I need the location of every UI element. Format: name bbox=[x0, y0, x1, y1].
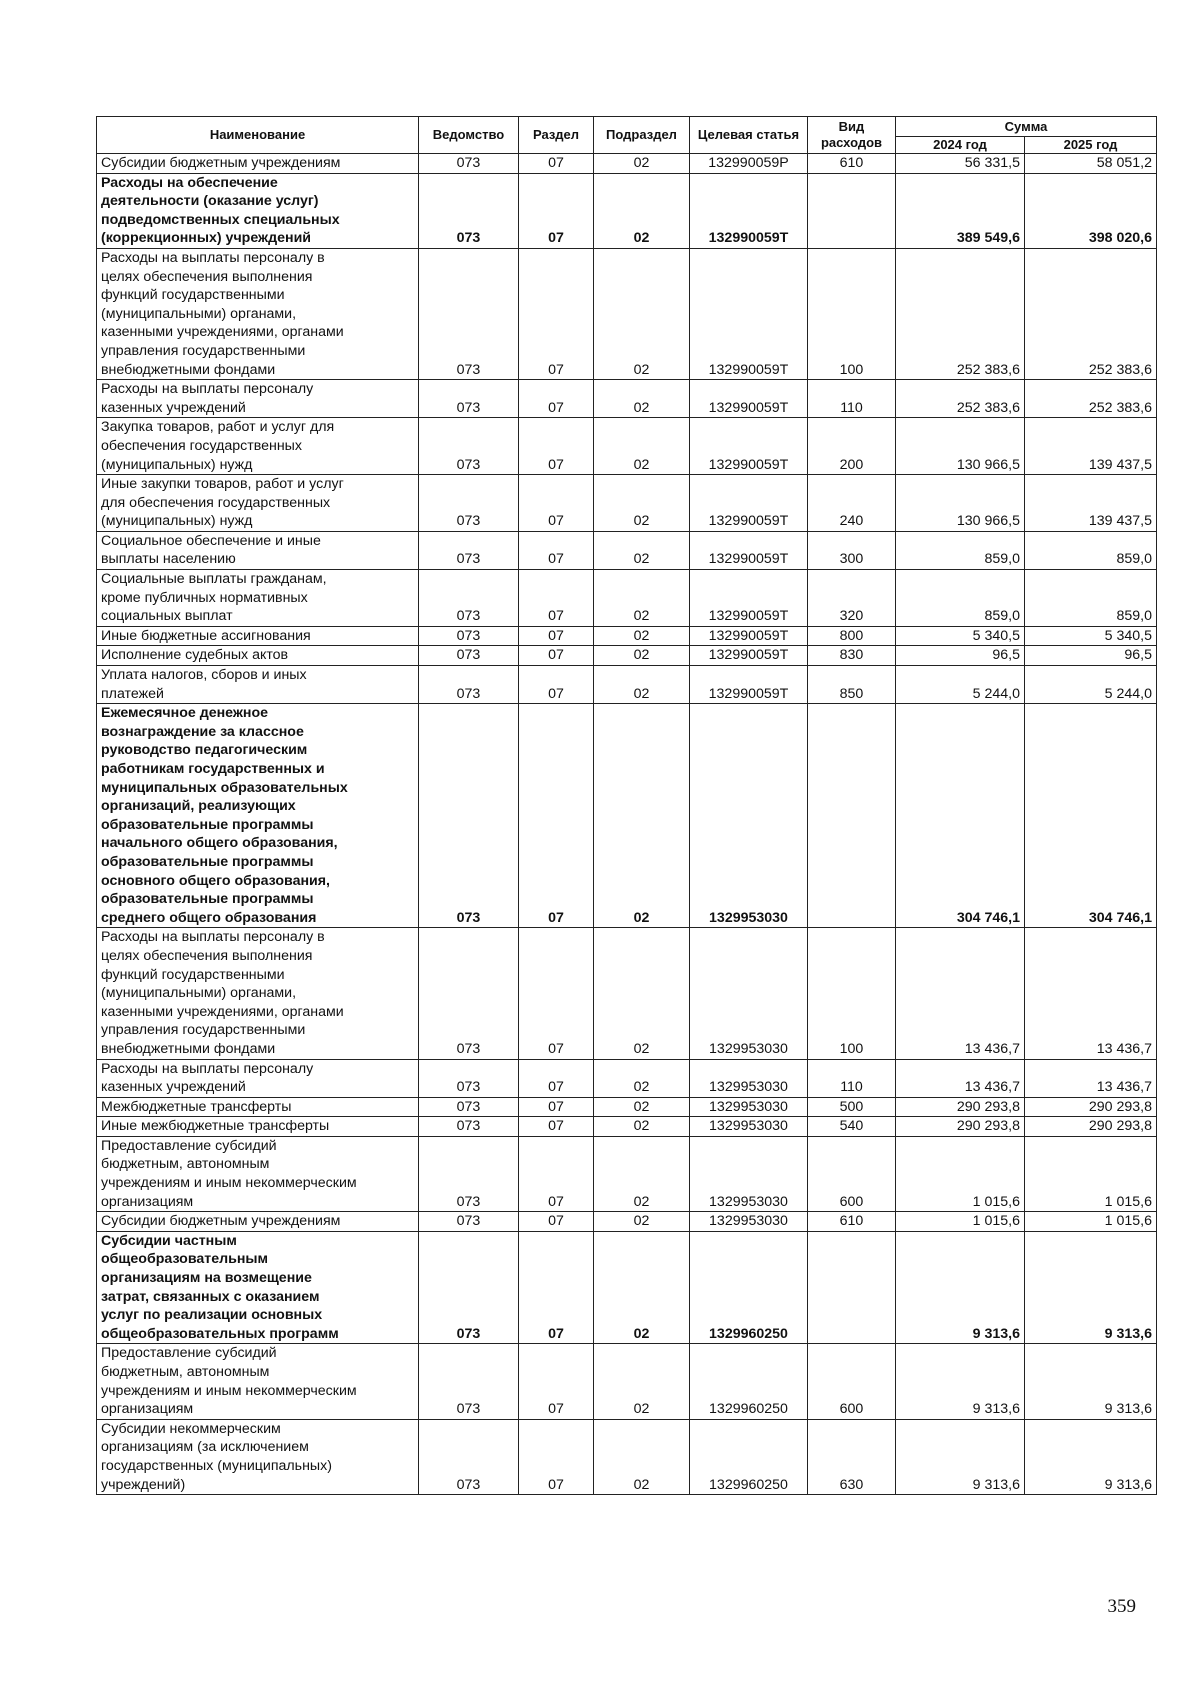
table-header bbox=[97, 117, 1157, 154]
row-vid-rashodov-cell bbox=[808, 704, 896, 928]
table-row bbox=[97, 666, 1157, 704]
row-sum-2025-cell: 252 383,6 bbox=[1025, 380, 1157, 418]
row-razdel-cell: 07 bbox=[519, 380, 594, 418]
row-podrazdel-cell: 02 bbox=[594, 475, 690, 532]
row-name-cell: Ежемесячное денежное вознаграждение за классное руководство педагогическим работникам государственных и муниципальных образовательных организаций, реализующих образовательные программы начального общего образования, образовательные программы основного общего образования, образовательные программы среднего общего образования bbox=[97, 704, 419, 928]
row-vedomstvo-cell: 073 bbox=[419, 626, 519, 646]
row-razdel-cell: 07 bbox=[519, 646, 594, 666]
table-row bbox=[97, 1059, 1157, 1097]
row-vid-rashodov-cell: 850 bbox=[808, 666, 896, 704]
row-razdel-cell: 07 bbox=[519, 173, 594, 248]
table-row bbox=[97, 1231, 1157, 1344]
row-podrazdel-cell: 02 bbox=[594, 1212, 690, 1232]
row-sum-2025-cell: 13 436,7 bbox=[1025, 1059, 1157, 1097]
row-sum-2025-cell: 304 746,1 bbox=[1025, 704, 1157, 928]
row-vedomstvo-cell: 073 bbox=[419, 646, 519, 666]
row-celevaya-statya-cell: 1329953030 bbox=[690, 1117, 808, 1137]
row-vid-rashodov-cell: 500 bbox=[808, 1097, 896, 1117]
row-razdel-cell: 07 bbox=[519, 1231, 594, 1344]
row-sum-2024-cell: 389 549,6 bbox=[896, 173, 1025, 248]
row-sum-2025-cell: 859,0 bbox=[1025, 531, 1157, 569]
row-razdel-cell: 07 bbox=[519, 704, 594, 928]
row-name-cell: Иные бюджетные ассигнования bbox=[97, 626, 419, 646]
row-sum-2024-cell: 9 313,6 bbox=[896, 1419, 1025, 1494]
row-vedomstvo-cell: 073 bbox=[419, 475, 519, 532]
row-celevaya-statya-cell: 1329953030 bbox=[690, 1059, 808, 1097]
row-razdel-cell: 07 bbox=[519, 1059, 594, 1097]
table-row bbox=[97, 1419, 1157, 1494]
row-razdel-cell: 07 bbox=[519, 154, 594, 174]
header-podrazdel: Подраздел bbox=[594, 117, 690, 154]
header-razdel: Раздел bbox=[519, 117, 594, 154]
row-celevaya-statya-cell: 1329960250 bbox=[690, 1419, 808, 1494]
row-podrazdel-cell: 02 bbox=[594, 704, 690, 928]
row-celevaya-statya-cell: 1329953030 bbox=[690, 928, 808, 1059]
row-razdel-cell: 07 bbox=[519, 928, 594, 1059]
row-razdel-cell: 07 bbox=[519, 1344, 594, 1419]
row-vid-rashodov-cell: 300 bbox=[808, 531, 896, 569]
row-sum-2024-cell: 290 293,8 bbox=[896, 1117, 1025, 1137]
row-name-cell: Социальное обеспечение и иные выплаты населению bbox=[97, 531, 419, 569]
row-sum-2024-cell: 859,0 bbox=[896, 570, 1025, 627]
row-sum-2024-cell: 5 244,0 bbox=[896, 666, 1025, 704]
row-sum-2024-cell: 9 313,6 bbox=[896, 1231, 1025, 1344]
row-vedomstvo-cell: 073 bbox=[419, 1136, 519, 1211]
table-row bbox=[97, 531, 1157, 569]
row-celevaya-statya-cell: 132990059T bbox=[690, 666, 808, 704]
row-vedomstvo-cell: 073 bbox=[419, 1097, 519, 1117]
table-row bbox=[97, 418, 1157, 475]
row-sum-2025-cell: 9 313,6 bbox=[1025, 1231, 1157, 1344]
row-vid-rashodov-cell: 240 bbox=[808, 475, 896, 532]
budget-table bbox=[96, 116, 1157, 1495]
row-vid-rashodov-cell bbox=[808, 173, 896, 248]
header-vedomstvo: Ведомство bbox=[419, 117, 519, 154]
page-number: 359 bbox=[1107, 1596, 1136, 1617]
header-celevaya-statya: Целевая статья bbox=[690, 117, 808, 154]
row-vid-rashodov-cell: 630 bbox=[808, 1419, 896, 1494]
row-vedomstvo-cell: 073 bbox=[419, 531, 519, 569]
row-vid-rashodov-cell: 600 bbox=[808, 1344, 896, 1419]
row-name-cell: Иные закупки товаров, работ и услуг для обеспечения государственных (муниципальных) нужд bbox=[97, 475, 419, 532]
table-row bbox=[97, 380, 1157, 418]
row-name-cell: Расходы на выплаты персоналу в целях обеспечения выполнения функций государственными (муниципальными) органами, казенными учреждениями, органами управления государственными внебюджетными фондами bbox=[97, 928, 419, 1059]
row-vid-rashodov-cell: 540 bbox=[808, 1117, 896, 1137]
row-podrazdel-cell: 02 bbox=[594, 1344, 690, 1419]
row-razdel-cell: 07 bbox=[519, 570, 594, 627]
row-celevaya-statya-cell: 1329953030 bbox=[690, 1212, 808, 1232]
row-podrazdel-cell: 02 bbox=[594, 570, 690, 627]
row-celevaya-statya-cell: 132990059T bbox=[690, 248, 808, 379]
row-podrazdel-cell: 02 bbox=[594, 928, 690, 1059]
row-sum-2024-cell: 290 293,8 bbox=[896, 1097, 1025, 1117]
table-row bbox=[97, 1212, 1157, 1232]
row-vedomstvo-cell: 073 bbox=[419, 154, 519, 174]
row-vedomstvo-cell: 073 bbox=[419, 1344, 519, 1419]
row-sum-2024-cell: 1 015,6 bbox=[896, 1212, 1025, 1232]
table-row bbox=[97, 1344, 1157, 1419]
row-vid-rashodov-cell: 110 bbox=[808, 1059, 896, 1097]
row-sum-2024-cell: 130 966,5 bbox=[896, 418, 1025, 475]
row-vedomstvo-cell: 073 bbox=[419, 666, 519, 704]
row-razdel-cell: 07 bbox=[519, 1117, 594, 1137]
row-razdel-cell: 07 bbox=[519, 1136, 594, 1211]
row-razdel-cell: 07 bbox=[519, 626, 594, 646]
table-row bbox=[97, 475, 1157, 532]
row-podrazdel-cell: 02 bbox=[594, 1059, 690, 1097]
row-celevaya-statya-cell: 1329953030 bbox=[690, 1097, 808, 1117]
row-name-cell: Социальные выплаты гражданам, кроме публичных нормативных социальных выплат bbox=[97, 570, 419, 627]
row-vedomstvo-cell: 073 bbox=[419, 1059, 519, 1097]
row-vedomstvo-cell: 073 bbox=[419, 173, 519, 248]
row-vid-rashodov-cell: 800 bbox=[808, 626, 896, 646]
row-vid-rashodov-cell: 100 bbox=[808, 928, 896, 1059]
row-celevaya-statya-cell: 132990059T bbox=[690, 475, 808, 532]
row-sum-2024-cell: 130 966,5 bbox=[896, 475, 1025, 532]
row-podrazdel-cell: 02 bbox=[594, 1097, 690, 1117]
row-vedomstvo-cell: 073 bbox=[419, 1117, 519, 1137]
row-sum-2025-cell: 5 340,5 bbox=[1025, 626, 1157, 646]
row-vedomstvo-cell: 073 bbox=[419, 928, 519, 1059]
row-celevaya-statya-cell: 132990059T bbox=[690, 626, 808, 646]
row-celevaya-statya-cell: 132990059P bbox=[690, 154, 808, 174]
row-name-cell: Расходы на выплаты персоналу казенных учреждений bbox=[97, 1059, 419, 1097]
row-name-cell: Расходы на выплаты персоналу в целях обеспечения выполнения функций государственными (муниципальными) органами, казенными учреждениями, органами управления государственными внебюджетными фондами bbox=[97, 248, 419, 379]
table-row bbox=[97, 626, 1157, 646]
row-vid-rashodov-cell: 320 bbox=[808, 570, 896, 627]
row-vid-rashodov-cell: 610 bbox=[808, 154, 896, 174]
row-sum-2024-cell: 96,5 bbox=[896, 646, 1025, 666]
row-name-cell: Расходы на обеспечение деятельности (оказание услуг) подведомственных специальных (коррекционных) учреждений bbox=[97, 173, 419, 248]
table-row bbox=[97, 1097, 1157, 1117]
row-name-cell: Уплата налогов, сборов и иных платежей bbox=[97, 666, 419, 704]
row-podrazdel-cell: 02 bbox=[594, 380, 690, 418]
row-name-cell: Расходы на выплаты персоналу казенных учреждений bbox=[97, 380, 419, 418]
row-podrazdel-cell: 02 bbox=[594, 248, 690, 379]
row-celevaya-statya-cell: 132990059T bbox=[690, 646, 808, 666]
row-name-cell: Субсидии бюджетным учреждениям bbox=[97, 1212, 419, 1232]
row-podrazdel-cell: 02 bbox=[594, 173, 690, 248]
row-vid-rashodov-cell: 830 bbox=[808, 646, 896, 666]
row-celevaya-statya-cell: 132990059T bbox=[690, 531, 808, 569]
row-razdel-cell: 07 bbox=[519, 531, 594, 569]
row-sum-2025-cell: 859,0 bbox=[1025, 570, 1157, 627]
row-sum-2024-cell: 252 383,6 bbox=[896, 380, 1025, 418]
row-vedomstvo-cell: 073 bbox=[419, 380, 519, 418]
table-row bbox=[97, 154, 1157, 174]
row-vedomstvo-cell: 073 bbox=[419, 1419, 519, 1494]
row-sum-2025-cell: 9 313,6 bbox=[1025, 1419, 1157, 1494]
row-podrazdel-cell: 02 bbox=[594, 1419, 690, 1494]
row-sum-2025-cell: 139 437,5 bbox=[1025, 475, 1157, 532]
row-vedomstvo-cell: 073 bbox=[419, 248, 519, 379]
row-vedomstvo-cell: 073 bbox=[419, 1212, 519, 1232]
row-sum-2025-cell: 398 020,6 bbox=[1025, 173, 1157, 248]
table-row bbox=[97, 173, 1157, 248]
row-podrazdel-cell: 02 bbox=[594, 1117, 690, 1137]
row-vid-rashodov-cell: 200 bbox=[808, 418, 896, 475]
row-sum-2024-cell: 859,0 bbox=[896, 531, 1025, 569]
table-row bbox=[97, 248, 1157, 379]
row-sum-2024-cell: 1 015,6 bbox=[896, 1136, 1025, 1211]
row-razdel-cell: 07 bbox=[519, 475, 594, 532]
row-podrazdel-cell: 02 bbox=[594, 1231, 690, 1344]
row-sum-2025-cell: 252 383,6 bbox=[1025, 248, 1157, 379]
row-name-cell: Предоставление субсидий бюджетным, автономным учреждениям и иным некоммерческим организациям bbox=[97, 1136, 419, 1211]
row-razdel-cell: 07 bbox=[519, 418, 594, 475]
row-podrazdel-cell: 02 bbox=[594, 1136, 690, 1211]
row-podrazdel-cell: 02 bbox=[594, 646, 690, 666]
table-row bbox=[97, 646, 1157, 666]
row-celevaya-statya-cell: 132990059T bbox=[690, 418, 808, 475]
header-year-2024: 2024 год bbox=[896, 137, 1025, 154]
row-vid-rashodov-cell bbox=[808, 1231, 896, 1344]
row-sum-2024-cell: 304 746,1 bbox=[896, 704, 1025, 928]
row-vid-rashodov-cell: 100 bbox=[808, 248, 896, 379]
row-sum-2025-cell: 290 293,8 bbox=[1025, 1117, 1157, 1137]
table-row bbox=[97, 1136, 1157, 1211]
row-name-cell: Закупка товаров, работ и услуг для обеспечения государственных (муниципальных) нужд bbox=[97, 418, 419, 475]
row-razdel-cell: 07 bbox=[519, 1419, 594, 1494]
row-sum-2024-cell: 5 340,5 bbox=[896, 626, 1025, 646]
row-sum-2024-cell: 56 331,5 bbox=[896, 154, 1025, 174]
row-podrazdel-cell: 02 bbox=[594, 626, 690, 646]
row-sum-2025-cell: 139 437,5 bbox=[1025, 418, 1157, 475]
row-celevaya-statya-cell: 132990059T bbox=[690, 173, 808, 248]
row-sum-2024-cell: 9 313,6 bbox=[896, 1344, 1025, 1419]
table-row bbox=[97, 1117, 1157, 1137]
row-podrazdel-cell: 02 bbox=[594, 531, 690, 569]
row-celevaya-statya-cell: 132990059T bbox=[690, 570, 808, 627]
row-sum-2025-cell: 58 051,2 bbox=[1025, 154, 1157, 174]
table-row bbox=[97, 704, 1157, 928]
row-name-cell: Исполнение судебных актов bbox=[97, 646, 419, 666]
row-sum-2024-cell: 252 383,6 bbox=[896, 248, 1025, 379]
row-celevaya-statya-cell: 1329953030 bbox=[690, 704, 808, 928]
row-celevaya-statya-cell: 1329953030 bbox=[690, 1136, 808, 1211]
row-razdel-cell: 07 bbox=[519, 666, 594, 704]
table-row bbox=[97, 928, 1157, 1059]
row-celevaya-statya-cell: 1329960250 bbox=[690, 1231, 808, 1344]
row-razdel-cell: 07 bbox=[519, 248, 594, 379]
row-name-cell: Субсидии бюджетным учреждениям bbox=[97, 154, 419, 174]
row-vedomstvo-cell: 073 bbox=[419, 570, 519, 627]
header-year-2025: 2025 год bbox=[1025, 137, 1157, 154]
row-vid-rashodov-cell: 600 bbox=[808, 1136, 896, 1211]
header-summa: Сумма bbox=[896, 117, 1157, 137]
row-sum-2025-cell: 1 015,6 bbox=[1025, 1212, 1157, 1232]
row-podrazdel-cell: 02 bbox=[594, 154, 690, 174]
row-name-cell: Иные межбюджетные трансферты bbox=[97, 1117, 419, 1137]
row-vedomstvo-cell: 073 bbox=[419, 418, 519, 475]
row-name-cell: Предоставление субсидий бюджетным, автономным учреждениям и иным некоммерческим организациям bbox=[97, 1344, 419, 1419]
row-podrazdel-cell: 02 bbox=[594, 666, 690, 704]
row-podrazdel-cell: 02 bbox=[594, 418, 690, 475]
row-vedomstvo-cell: 073 bbox=[419, 704, 519, 928]
row-sum-2025-cell: 290 293,8 bbox=[1025, 1097, 1157, 1117]
row-sum-2024-cell: 13 436,7 bbox=[896, 1059, 1025, 1097]
row-vedomstvo-cell: 073 bbox=[419, 1231, 519, 1344]
row-celevaya-statya-cell: 132990059T bbox=[690, 380, 808, 418]
table-body bbox=[97, 154, 1157, 1495]
row-razdel-cell: 07 bbox=[519, 1097, 594, 1117]
row-sum-2025-cell: 13 436,7 bbox=[1025, 928, 1157, 1059]
row-name-cell: Субсидии частным общеобразовательным организациям на возмещение затрат, связанных с оказанием услуг по реализации основных общеобразовательных программ bbox=[97, 1231, 419, 1344]
row-sum-2025-cell: 96,5 bbox=[1025, 646, 1157, 666]
row-vid-rashodov-cell: 610 bbox=[808, 1212, 896, 1232]
row-razdel-cell: 07 bbox=[519, 1212, 594, 1232]
row-sum-2025-cell: 5 244,0 bbox=[1025, 666, 1157, 704]
row-celevaya-statya-cell: 1329960250 bbox=[690, 1344, 808, 1419]
row-sum-2025-cell: 9 313,6 bbox=[1025, 1344, 1157, 1419]
header-name: Наименование bbox=[97, 117, 419, 154]
row-name-cell: Межбюджетные трансферты bbox=[97, 1097, 419, 1117]
table-row bbox=[97, 570, 1157, 627]
row-sum-2025-cell: 1 015,6 bbox=[1025, 1136, 1157, 1211]
row-vid-rashodov-cell: 110 bbox=[808, 380, 896, 418]
row-sum-2024-cell: 13 436,7 bbox=[896, 928, 1025, 1059]
row-name-cell: Субсидии некоммерческим организациям (за исключением государственных (муниципальных) учреждений) bbox=[97, 1419, 419, 1494]
header-vid-rashodov: Вид расходов bbox=[808, 117, 896, 154]
